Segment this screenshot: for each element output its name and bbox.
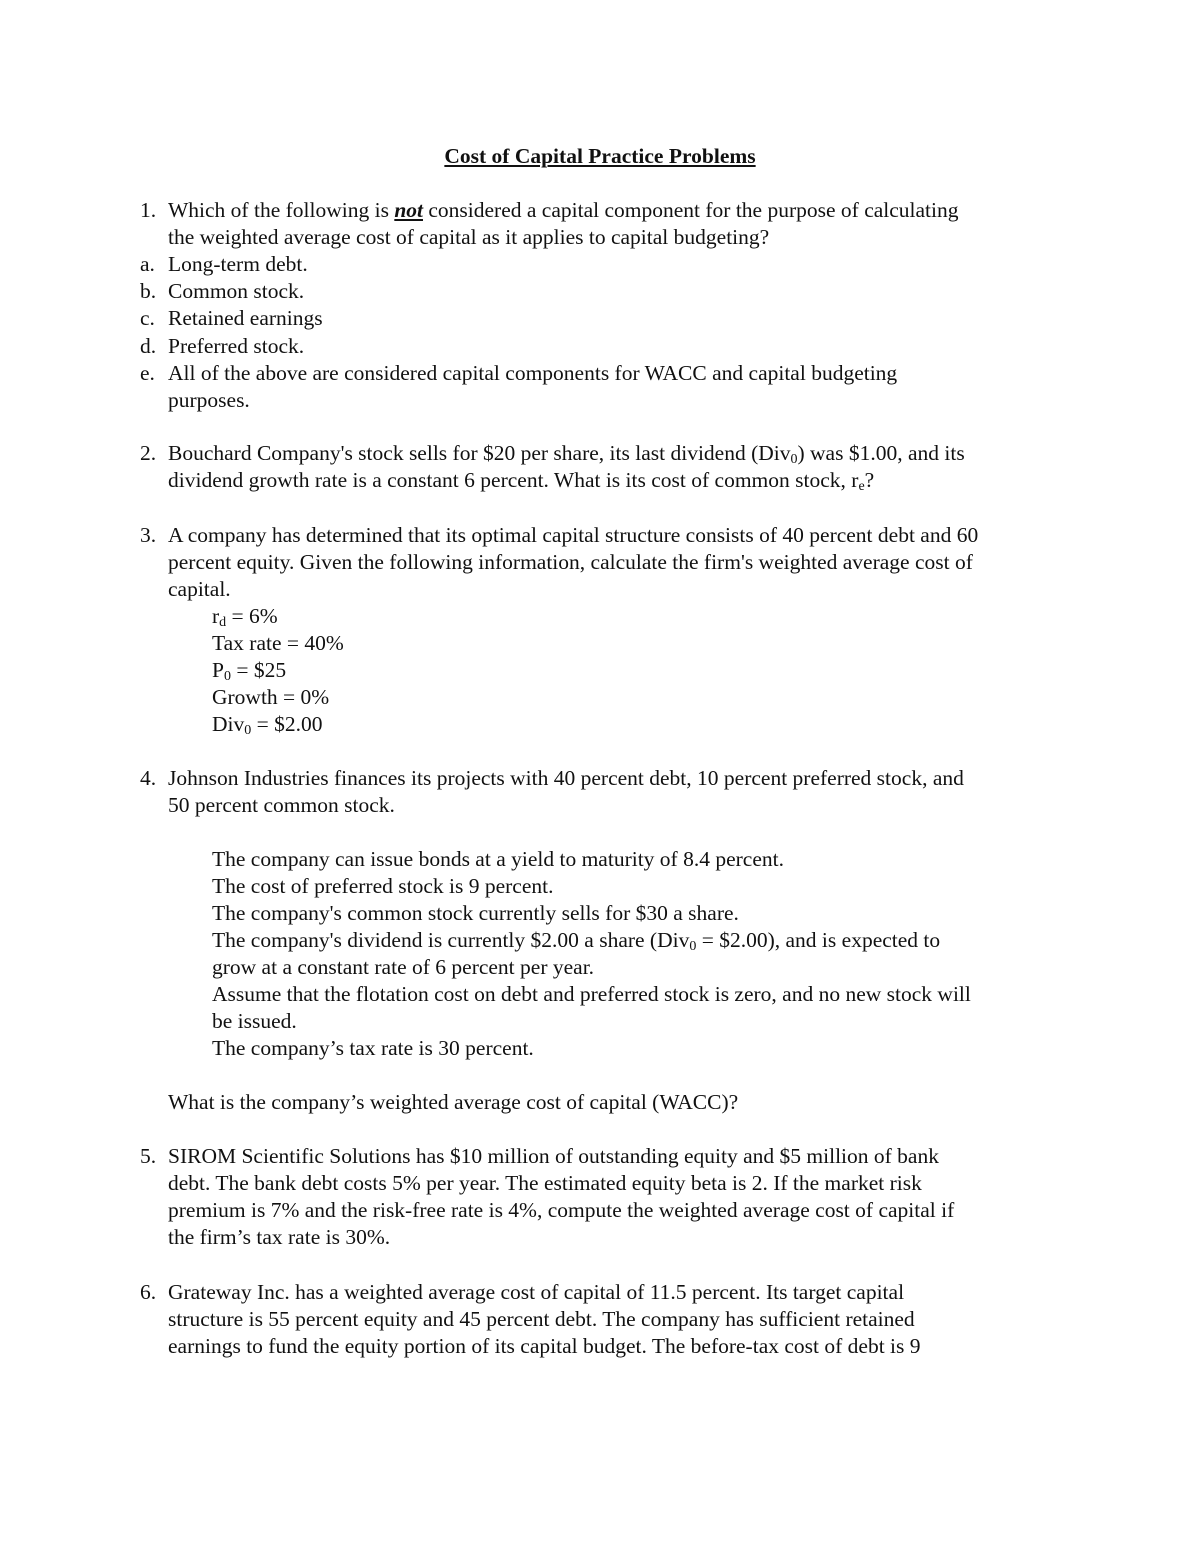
- question-text: structure is 55 percent equity and 45 percent debt. The company has sufficient retained: [168, 1307, 915, 1331]
- question-number: 6.: [140, 1280, 157, 1304]
- given-growth: Growth = 0%: [212, 685, 330, 709]
- given-div0: Div$_0$ = $2.00: [212, 712, 323, 738]
- option-letter: b.: [140, 279, 157, 303]
- question-text: debt. The bank debt costs 5% per year. The estimated equity beta is 2. If the market risk: [168, 1171, 922, 1195]
- info-line: The company can issue bonds at a yield to maturity of 8.4 percent.: [212, 847, 784, 871]
- info-line: The company’s tax rate is 30 percent.: [212, 1036, 534, 1060]
- question-text: percent equity. Given the following information, calculate the firm's weighted average cost of: [168, 550, 973, 574]
- option-b: Common stock.: [168, 279, 305, 303]
- option-letter: a.: [140, 252, 155, 276]
- given-rd: $r_d = 6\%$: [212, 604, 278, 630]
- info-line: Assume that the flotation cost on debt and preferred stock is zero, and no new stock will: [212, 982, 971, 1006]
- page-title: Cost of Capital Practice Problems: [444, 144, 756, 168]
- question-text: 50 percent common stock.: [168, 793, 395, 817]
- option-c: Retained earnings: [168, 306, 323, 330]
- emphasis-not: not: [394, 198, 423, 222]
- question-text: the firm’s tax rate is 30%.: [168, 1225, 391, 1249]
- given-p0: $P_0$ = $25: [212, 658, 287, 684]
- info-line: The company's dividend is currently $2.00 a share (Div$_0$ = $2.00), and is expected to: [212, 928, 941, 954]
- question-text: Grateway Inc. has a weighted average cost of capital of 11.5 percent. Its target capital: [168, 1280, 905, 1304]
- question-number: 5.: [140, 1144, 157, 1168]
- question-text: the weighted average cost of capital as it applies to capital budgeting?: [168, 225, 770, 249]
- question-text: Johnson Industries finances its projects with 40 percent debt, 10 percent preferred stock, and: [168, 766, 964, 790]
- question-text: premium is 7% and the risk-free rate is 4%, compute the weighted average cost of capital if: [168, 1198, 955, 1222]
- option-a: Long-term debt.: [168, 252, 308, 276]
- question-text: Which of the following is not considered a capital component for the purpose of calculating: [168, 198, 959, 222]
- question-text: SIROM Scientific Solutions has $10 million of outstanding equity and $5 million of bank: [168, 1144, 939, 1168]
- info-line: The company's common stock currently sells for $30 a share.: [212, 901, 739, 925]
- question-text: earnings to fund the equity portion of its capital budget. The before-tax cost of debt is 9: [168, 1334, 921, 1358]
- question-number: 2.: [140, 441, 157, 465]
- option-d: Preferred stock.: [168, 334, 305, 358]
- option-letter: e.: [140, 361, 155, 385]
- option-letter: d.: [140, 334, 157, 358]
- question-number: 3.: [140, 523, 157, 547]
- question-text: capital.: [168, 577, 231, 601]
- option-e: All of the above are considered capital components for WACC and capital budgeting: [168, 361, 898, 385]
- question-text: A company has determined that its optimal capital structure consists of 40 percent debt and 60: [168, 523, 979, 547]
- option-e-continued: purposes.: [168, 388, 250, 412]
- question-prompt: What is the company’s weighted average cost of capital (WACC)?: [168, 1090, 739, 1114]
- question-number: 4.: [140, 766, 157, 790]
- given-tax-rate: Tax rate = 40%: [212, 631, 344, 655]
- question-text: Bouchard Company's stock sells for $20 per share, its last dividend (Div$_0$) was $1.00, and its: [168, 441, 965, 467]
- info-line: The cost of preferred stock is 9 percent.: [212, 874, 554, 898]
- question-text: dividend growth rate is a constant 6 percent. What is its cost of common stock, $r_e$?: [168, 468, 875, 494]
- question-number: 1.: [140, 198, 157, 222]
- info-line: be issued.: [212, 1009, 297, 1033]
- option-letter: c.: [140, 306, 155, 330]
- info-line: grow at a constant rate of 6 percent per year.: [212, 955, 595, 979]
